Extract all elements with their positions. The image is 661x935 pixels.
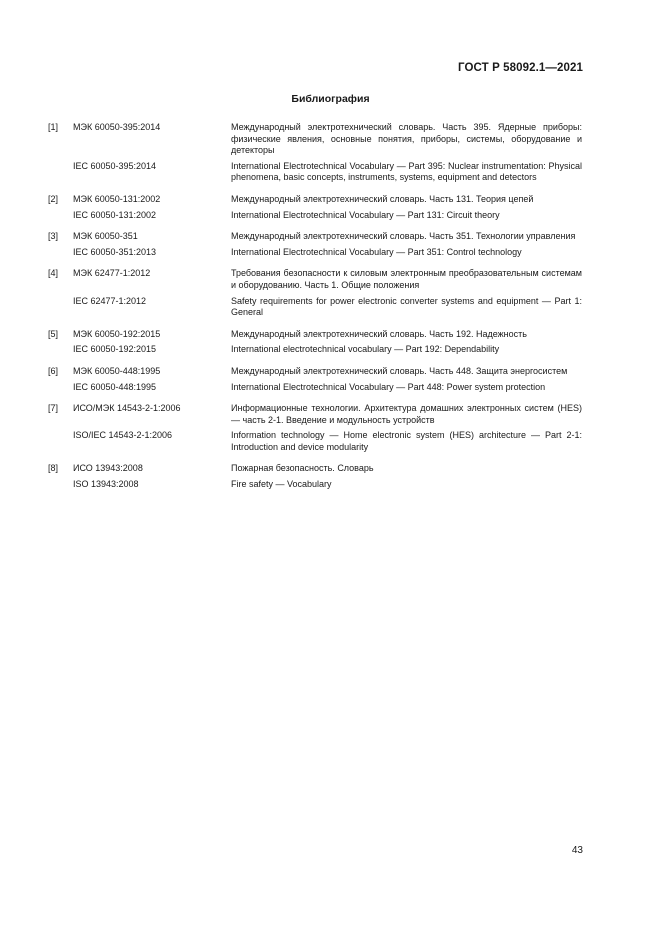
en-standard-title: Safety requirements for power electronic converter systems and equipment — Part 1: General [231,295,582,318]
ru-standard-code: МЭК 60050-351 [73,231,138,242]
bibliography-title: Библиография [291,93,370,105]
en-standard-title: International Electrotechnical Vocabulary — Part 351: Control technology [231,246,522,257]
bibliography-entry [48,329,582,356]
ru-standard-code: МЭК 60050-395:2014 [73,122,161,132]
ru-standard-code: МЭК 60050-448:1995 [73,365,161,376]
entry-number: [2] [48,193,59,204]
ru-standard-title: Международный электротехнический словарь. Часть 448. Защита энергосистем [231,365,568,376]
ru-standard-code: ИСО 13943:2008 [73,463,143,474]
ru-standard-code: МЭК 62477-1:2012 [73,268,151,279]
bibliography-entry [48,231,582,258]
bibliography-entry [48,463,582,490]
ru-standard-title: Пожарная безопасность. Словарь [231,463,374,474]
ru-standard-code: МЭК 60050-131:2002 [73,193,161,204]
bibliography-list [48,122,582,501]
entry-number: [7] [48,403,59,414]
en-standard-code: IEC 60050-192:2015 [73,344,157,355]
en-standard-title: Fire safety — Vocabulary [231,479,332,490]
entry-number: [4] [48,268,59,279]
en-standard-code: IEC 60050-131:2002 [73,209,157,220]
ru-standard-title: Международный электротехнический словарь. Часть 131. Теория цепей [231,193,534,204]
entry-number: [3] [48,231,59,242]
en-standard-title: International Electrotechnical Vocabulary — Part 131: Circuit theory [231,209,500,220]
ru-standard-title: Международный электротехнический словарь. Часть 395. Ядерные приборы: физические явления, основные понятия, приборы, системы, оборудование и детекторы [231,122,582,156]
ru-standard-title: Международный электротехнический словарь. Часть 192. Надежность [231,328,527,339]
en-standard-code: ISO 13943:2008 [73,479,139,490]
entry-number: [5] [48,328,59,339]
ru-standard-title: Требования безопасности к силовым электронным преобразовательным системам и оборудованию. Часть 1. Общие положения [231,268,582,290]
ru-standard-code: ИСО/МЭК 14543-2-1:2006 [73,403,181,414]
entry-number: [8] [48,463,59,474]
entry-number: [1] [48,122,59,132]
document-code: ГОСТ Р 58092.1—2021 [458,62,583,74]
en-standard-title: International electrotechnical vocabulary — Part 192: Dependability [231,344,500,355]
en-standard-code: IEC 60050-395:2014 [73,160,157,171]
page-number: 43 [571,845,583,856]
en-standard-title: International Electrotechnical Vocabulary — Part 448: Power system protection [231,381,546,392]
bibliography-entry [48,122,582,184]
en-standard-code: IEC 62477-1:2012 [73,295,147,306]
ru-standard-title: Международный электротехнический словарь. Часть 351. Технологии управления [231,231,576,242]
en-standard-title: International Electrotechnical Vocabulary — Part 395: Nuclear instrumentation: Physical phenomena, basic concepts, instruments, systems, equipment and detectors [231,160,582,183]
en-standard-code: ISO/IEC 14543-2-1:2006 [73,430,173,441]
ru-standard-code: МЭК 60050-192:2015 [73,328,161,339]
en-standard-code: IEC 60050-448:1995 [73,381,157,392]
bibliography-entry [48,403,582,453]
en-standard-code: IEC 60050-351:2013 [73,246,157,257]
en-standard-title: Information technology — Home electronic system (HES) architecture — Part 2-1: Introduction and device modularity [231,430,582,452]
bibliography-entry [48,268,582,318]
bibliography-entry [48,194,582,221]
entry-number: [6] [48,365,59,376]
ru-standard-title: Информационные технологии. Архитектура домашних электронных систем (HES) — часть 2-1. Введение и модульность устройств [231,403,582,425]
bibliography-entry [48,366,582,393]
